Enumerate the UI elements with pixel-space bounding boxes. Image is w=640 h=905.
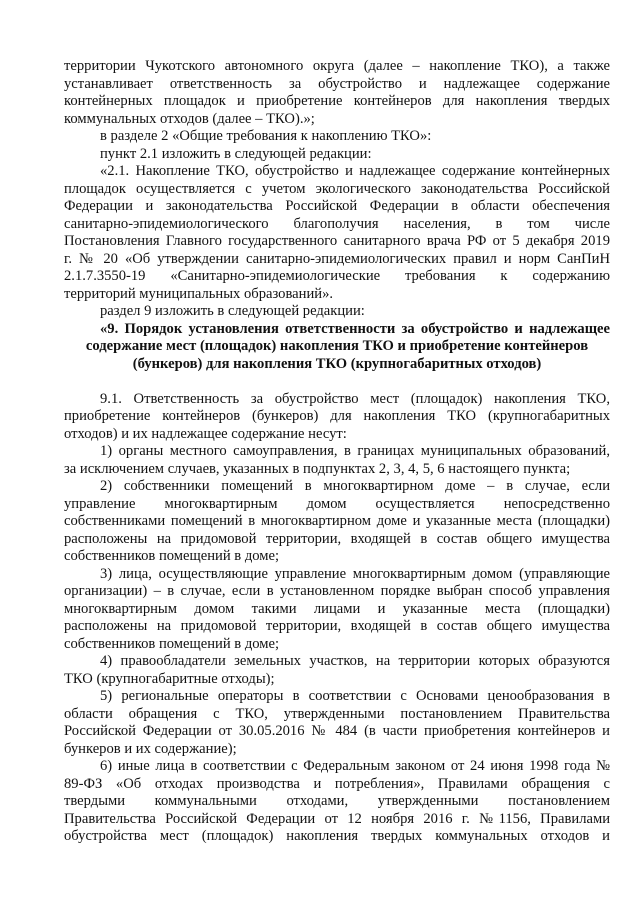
- p91-line-2: приобретение контейнеров (бункеров) для накопления ТКО (крупногабаритных: [64, 408, 610, 424]
- item3-line-4: расположены на придомовой территории, входящей в состав общего имущества: [64, 618, 610, 634]
- intro-line-3: контейнерных площадок и приобретение контейнеров для накопления твердых: [64, 93, 610, 109]
- para21-line-8: территорий муниципальных образований».: [64, 286, 334, 302]
- item6-line-2: 89-ФЗ «Об отходах производства и потребления», Правилами обращения с: [64, 776, 610, 792]
- item6-line-5: обустройства мест (площадок) накопления твердых коммунальных отходов и: [64, 828, 610, 844]
- item2-line-2: управление многоквартирным домом осуществляется непосредственно: [64, 496, 610, 512]
- section9-heading-line-2: содержание мест (площадок) накопления ТКО и приобретение контейнеров: [85, 338, 589, 354]
- para21-line-1: «2.1. Накопление ТКО, обустройство и надлежащее содержание контейнерных: [100, 163, 610, 179]
- intro-line-4: коммунальных отходов (далее – ТКО).»;: [64, 111, 315, 127]
- item6-line-3: твердыми коммунальными отходами, утвержденными постановлением: [64, 793, 610, 809]
- p91-line-1: 9.1. Ответственность за обустройство мест (площадок) накопления ТКО,: [100, 391, 610, 407]
- item2-line-1: 2) собственники помещений в многоквартирном доме – в случае, если: [100, 478, 610, 494]
- item5-line-2: области обращения с ТКО, утвержденными постановлением Правительства: [64, 706, 610, 722]
- item6-line-1: 6) иные лица в соответствии с Федеральным законом от 24 июня 1998 года №: [100, 758, 610, 774]
- para21-line-5: Постановления Главного государственного санитарного врача РФ от 5 декабря 2019: [64, 233, 610, 249]
- section9-line: раздел 9 изложить в следующей редакции:: [100, 303, 365, 319]
- section2-line: в разделе 2 «Общие требования к накоплению ТКО»:: [100, 128, 432, 144]
- item3-line-1: 3) лица, осуществляющие управление многоквартирным домом (управляющие: [100, 566, 610, 582]
- section9-heading-line-3: (бункеров) для накопления ТКО (крупногабаритных отходов): [132, 356, 542, 372]
- item2-line-3: собственниками помещений в многоквартирном доме и указанные места (площадки): [64, 513, 610, 529]
- item2-line-5: собственников помещений в доме;: [64, 548, 280, 564]
- item2-line-4: расположены на придомовой территории, входящей в состав общего имущества: [64, 531, 610, 547]
- item1-line-2: за исключением случаев, указанных в подпунктах 2, 3, 4, 5, 6 настоящего пункта;: [64, 461, 571, 477]
- section9-heading-line-1: «9. Порядок установления ответственности за обустройство и надлежащее: [100, 321, 610, 337]
- item4-line-2: ТКО (крупногабаритные отходы);: [64, 671, 275, 687]
- intro-line-1: территории Чукотского автономного округа (далее – накопление ТКО), а также: [64, 58, 610, 74]
- item5-line-3: Российской Федерации от 30.05.2016 № 484 (в части приобретения контейнеров и: [64, 723, 610, 739]
- item5-line-1: 5) региональные операторы в соответствии с Основами ценообразования в: [100, 688, 610, 704]
- para21-line-6: г. № 20 «Об утверждении санитарно-эпидемиологических правил и норм СанПиН: [64, 251, 610, 267]
- item4-line-1: 4) правообладатели земельных участков, на территории которых образуются: [100, 653, 610, 669]
- p91-line-3: отходов) и их надлежащее содержание несут:: [64, 426, 347, 442]
- para21-line-2: площадок осуществляется с учетом экологического законодательства Российской: [64, 181, 610, 197]
- item6-line-4: Правительства Российской Федерации от 12 ноября 2016 г. №1156, Правилами: [64, 811, 610, 827]
- intro-line-2: устанавливает ответственность за обустройство и надлежащее содержание: [64, 76, 610, 92]
- item3-line-2: организации) – в случае, если в установленном порядке выбран способ управления: [64, 583, 610, 599]
- para21-line-7: 2.1.7.3550-19 «Санитарно-эпидемиологические требования к содержанию: [64, 268, 610, 284]
- item1-line-1: 1) органы местного самоуправления, в границах муниципальных образований,: [100, 443, 610, 459]
- item3-line-5: собственников помещений в доме;: [64, 636, 280, 652]
- para21-line-3: Федерации и законодательства Российской Федерации в области обеспечения: [64, 198, 610, 214]
- para21-line-4: санитарно-эпидемиологического благополучия населения, в том числе: [64, 216, 610, 232]
- item3-line-3: многоквартирным домом такими лицами и указанные места (площадки): [64, 601, 610, 617]
- item5-line-4: бункеров и их содержание);: [64, 741, 237, 757]
- point21-line: пункт 2.1 изложить в следующей редакции:: [100, 146, 372, 162]
